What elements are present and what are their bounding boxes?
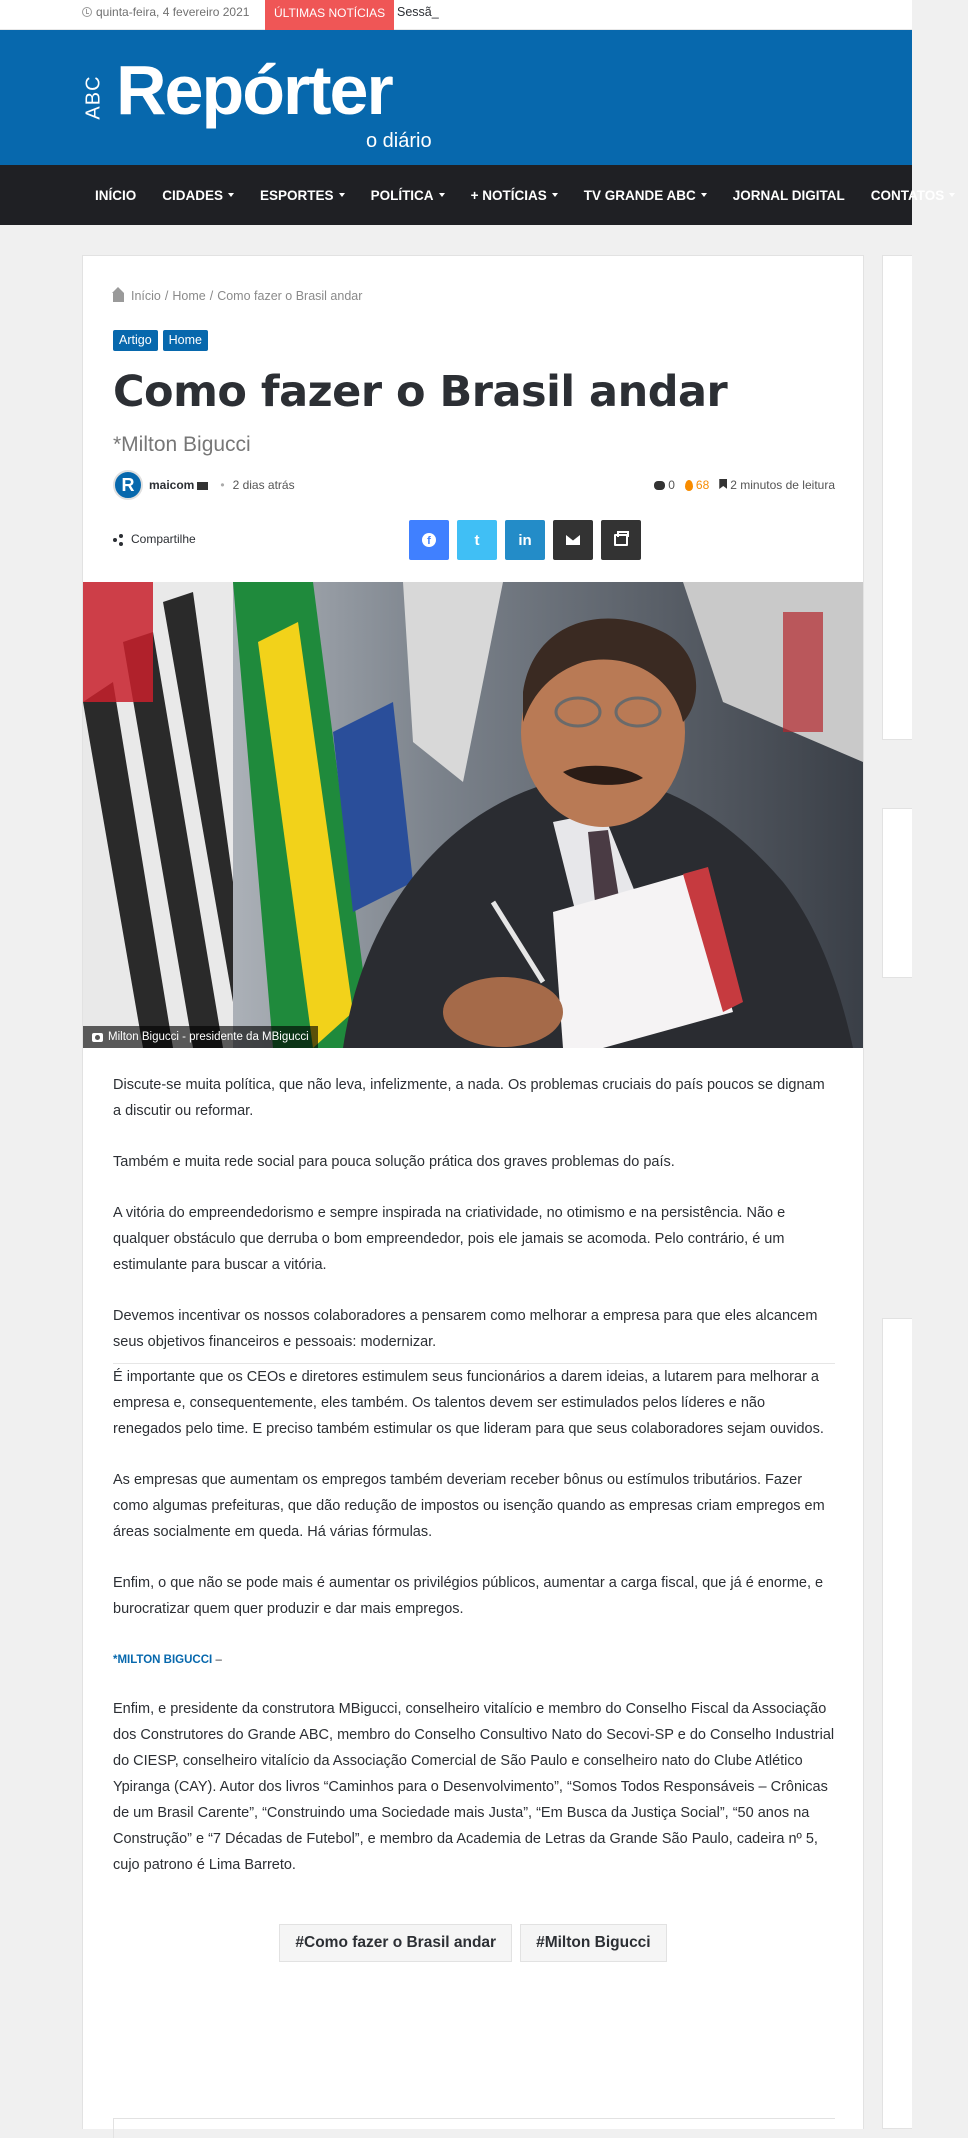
category-tags xyxy=(113,330,208,351)
share-facebook-button[interactable] xyxy=(409,520,449,560)
chevron-down-icon xyxy=(339,193,345,197)
site-header xyxy=(0,30,912,165)
twitter-icon: t xyxy=(474,531,480,549)
nav-item-início[interactable] xyxy=(82,188,149,203)
post-tags xyxy=(83,1924,863,1962)
author-bio: Enfim, e presidente da construtora MBigucci, conselheiro vitalício e membro do Conselho Fiscal da Associação dos Construtores do Grande ABC, membro do Conselho Consultivo Nato do Secovi-SP e do Conselho Industrial do CIESP, conselheiro vitalício da Associação Comercial de São Paulo e conselheiro nato do Clube Atlético Ypiranga (CAY). Autor dos livros “Caminhos para o Desenvolvimento”, “Somos Todos Responsáveis – Crônicas de um Brasil Carente”, “Construindo uma Sociedade mais Justa”, “Em Busca da Justiça Social”, “50 anos na Construção” e “7 Décadas de Futebol”, e membro da Academia de Letras da Grande São Paulo, cadeira nº 5, cujo patrono é Lima Barreto. xyxy=(113,1701,835,1873)
chevron-down-icon xyxy=(552,193,558,197)
nav-item-label: CIDADES xyxy=(162,187,224,203)
post-date: 2 dias atrás xyxy=(232,478,295,492)
breadcrumb-home[interactable]: Início xyxy=(131,289,161,303)
breadcrumb-section[interactable]: Home xyxy=(172,289,206,303)
logo-abc: ABC xyxy=(82,75,105,120)
share-email-button[interactable] xyxy=(553,520,593,560)
breaking-news-label: ÚLTIMAS NOTÍCIAS xyxy=(265,0,394,30)
nav-item-contatos[interactable] xyxy=(858,188,968,203)
print-button[interactable] xyxy=(601,520,641,560)
logo-wordmark: Repórter xyxy=(116,51,392,129)
email-icon[interactable] xyxy=(197,482,208,490)
site-logo[interactable] xyxy=(82,51,446,162)
nav-item-label: CONTATOS xyxy=(870,187,945,203)
nav-item-label: JORNAL DIGITAL xyxy=(732,187,845,203)
tag-link[interactable]: #Como fazer o Brasil andar xyxy=(279,1924,512,1962)
nav-item-label: TV GRANDE ABC xyxy=(583,187,696,203)
nav-item-label: INÍCIO xyxy=(95,187,137,203)
clock-icon xyxy=(82,7,92,17)
chevron-down-icon xyxy=(949,193,955,197)
nav-item-cidades[interactable] xyxy=(149,188,247,203)
home-icon xyxy=(113,293,124,302)
read-time: 2 minutos de leitura xyxy=(719,478,835,492)
article-paragraph: Também e muita rede social para pouca solução prática dos graves problemas do país. xyxy=(113,1154,675,1170)
featured-image xyxy=(83,582,863,1048)
chevron-down-icon xyxy=(701,193,707,197)
article-paragraph: É importante que os CEOs e diretores estimulem seus funcionários a darem ideias, a lutarem para melhorar a empresa e, consequentemente, eles também. Os talentos devem ser estimulados pelos líderes e não renegados pelo time. E preciso também estimular os que lideram para que seus colaboradores sejam ouvidos. xyxy=(113,1369,824,1437)
article-paragraph: Discute-se muita política, que não leva, infelizmente, a nada. Os problemas cruciais do país poucos se dignam a discutir ou reformar. xyxy=(113,1077,825,1119)
author-avatar[interactable]: R xyxy=(113,470,143,500)
article-paragraph: Enfim, o que não se pode mais é aumentar os privilégios públicos, aumentar a carga fiscal, que já é enorme, e burocratizar quem quer produzir e dar mais empregos. xyxy=(113,1575,824,1617)
logo-tagline: o diário xyxy=(366,130,432,152)
comment-icon xyxy=(654,481,665,490)
current-date xyxy=(82,5,249,19)
author-name[interactable]: maicom xyxy=(149,478,195,492)
article-paragraph: Devemos incentivar os nossos colaboradores a pensarem como melhorar a empresa para que eles alcancem seus objetivos financeiros e pessoais: modernizar. xyxy=(113,1308,818,1350)
date-text: quinta-feira, 4 fevereiro 2021 xyxy=(96,5,250,19)
nav-item-label: POLÍTICA xyxy=(370,187,434,203)
meta-stats xyxy=(654,478,835,492)
fire-icon xyxy=(685,480,693,491)
printer-icon xyxy=(614,534,628,546)
nav-item-tv-grande-abc[interactable] xyxy=(571,188,720,203)
article-paragraph: As empresas que aumentam os empregos também deveriam receber bônus ou estímulos tributários. Fazer como algumas prefeituras, que dão redução de impostos ou isenção quando as empresas criam empregos em áreas socialmente em queda. Há várias fórmulas. xyxy=(113,1472,825,1540)
nav-item-jornal-digital[interactable] xyxy=(720,188,858,203)
views-count: 68 xyxy=(685,478,709,492)
comments-count[interactable]: 0 xyxy=(654,478,675,492)
top-bar xyxy=(0,0,912,30)
article-meta xyxy=(113,468,835,502)
share-label: Compartilhe xyxy=(113,532,196,546)
sidebar-widget xyxy=(882,255,912,740)
share-bar xyxy=(113,520,835,560)
sidebar-widget xyxy=(882,808,912,978)
nav-item-label: + NOTÍCIAS xyxy=(470,187,547,203)
chevron-down-icon xyxy=(228,193,234,197)
breadcrumb xyxy=(113,289,362,303)
breadcrumb-current: Como fazer o Brasil andar xyxy=(217,289,363,303)
bookmark-icon xyxy=(719,479,727,489)
article-title: Como fazer o Brasil andar xyxy=(113,367,728,417)
nav-item-label: ESPORTES xyxy=(260,187,334,203)
main-nav xyxy=(0,165,945,225)
nav-item-esportes[interactable] xyxy=(247,188,358,203)
category-home[interactable]: Home xyxy=(163,330,208,351)
photo-caption: Milton Bigucci - presidente da MBigucci xyxy=(83,1026,318,1048)
tag-link[interactable]: #Milton Bigucci xyxy=(520,1924,667,1962)
category-artigo[interactable]: Artigo xyxy=(113,330,158,351)
news-ticker-link[interactable]: Sessã_ xyxy=(397,5,439,19)
envelope-icon xyxy=(566,535,580,545)
meta-separator-icon: • xyxy=(220,478,225,492)
share-twitter-button[interactable] xyxy=(457,520,497,560)
camera-icon xyxy=(92,1033,103,1042)
author-bio-label: *MILTON BIGUCCI – xyxy=(113,1654,222,1666)
sidebar-widget xyxy=(882,1318,912,2129)
article-card xyxy=(82,255,864,2129)
article-subtitle: *Milton Bigucci xyxy=(113,433,251,456)
article-paragraph: A vitória do empreendedorismo e sempre inspirada na criatividade, no otimismo e na persistência. Não e qualquer obstáculo que derruba o bom empreendedor, pois ele jamais se acomoda. Pelo contrário, é um estimulante para buscar a vitória. xyxy=(113,1205,786,1273)
nav-item-política[interactable] xyxy=(358,188,458,203)
share-icon xyxy=(113,534,123,545)
featured-photo-illustration xyxy=(83,582,863,1048)
breadcrumb-separator: / xyxy=(209,289,214,303)
next-section-box xyxy=(113,2118,835,2138)
nav-item-notícias[interactable] xyxy=(458,188,571,203)
chevron-down-icon xyxy=(439,193,445,197)
article-body xyxy=(113,1072,835,1903)
share-buttons xyxy=(409,520,641,560)
share-linkedin-button[interactable] xyxy=(505,520,545,560)
breadcrumb-separator: / xyxy=(164,289,169,303)
nav-items xyxy=(82,165,968,225)
linkedin-icon: in xyxy=(518,531,532,549)
facebook-icon: f xyxy=(422,533,436,547)
